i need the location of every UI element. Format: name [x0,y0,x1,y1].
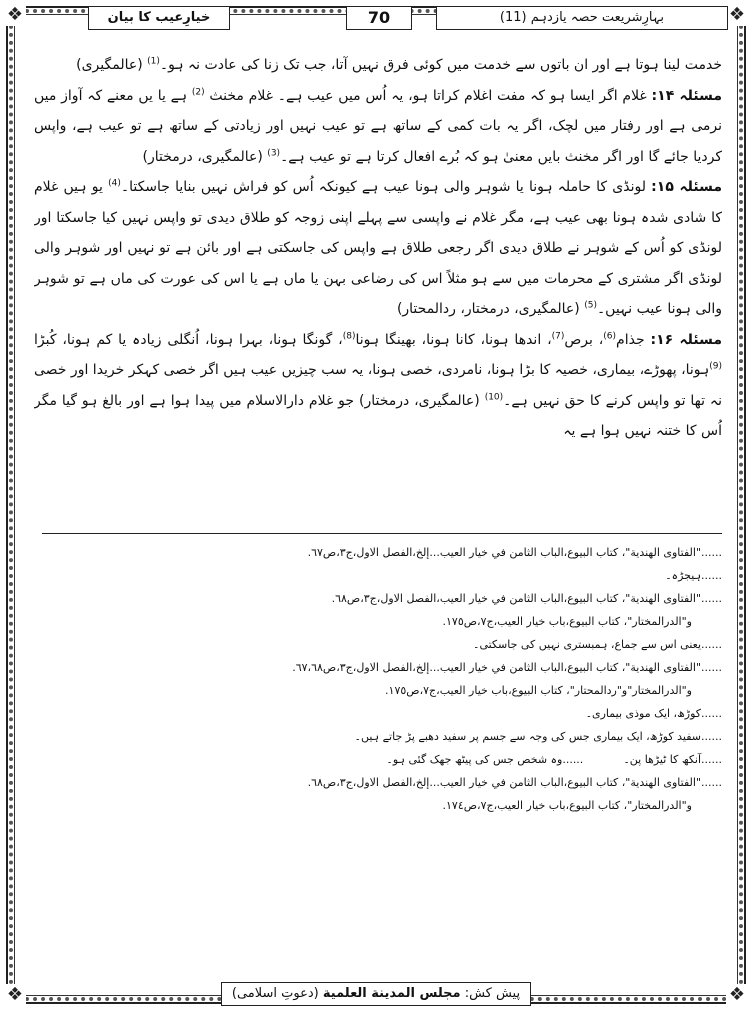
text-run: ، برص [564,331,604,348]
footnote: ......وہ شخص جس کی پیٹھ جھک گئی ہو۔ [386,753,584,766]
footnote-divider [42,533,722,534]
masala-16 [34,325,722,447]
footnote-ref: (4) [108,178,121,189]
footnote: ......ہیجڑہ۔ [665,569,722,582]
source-citation: (عالمگیری) [76,57,143,73]
page-footer [0,982,752,1006]
footnote: ......کوڑھ، ایک موذی بیماری۔ [585,707,722,720]
publisher-name: مجلس المدينة العلمية [322,986,461,1001]
publisher-subtitle: (دعوتِ اسلامی) [231,986,319,1001]
footnote: ......"الفتاوی الهندية"، كتاب البيوع،الباب الثامن في خيار العيب،الفصل الاول،ج٣،ص٦٨. [331,592,722,605]
main-text [34,50,722,532]
text-run: یو ہیں غلام کا شادی شدہ ہونا بھی عیب ہے، مگر غلام نے واپسی سے پہلے اپنی زوجہ کو طلاق دیدی تو واپس نہیں کیا جاسکتا اور لونڈی کو اُس کے شوہر نے طلاق دیدی اگر رجعی طلاق ہے واپس کی جاسکتی ہے اور بائن ہے تو نہیں اور شوہر والی لونڈی اگر مشتری کے محرمات میں سے ہو مثلاً اس کی رضاعی بہن یا ماں ہے یا اس کی عورت کی ماں ہے تو شوہر والی ہونا عیب نہیں۔ [34,179,722,317]
text-run: ، اندھا ہونا، کانا ہونا، بھینگا ہونا [355,331,552,348]
corner-ornament-icon: ❖ [726,984,748,1006]
footnote: ......سفید کوڑھ، ایک بیماری جس کی وجہ سے جسم پر سفید دھبے پڑ جاتے ہیں۔ [354,730,722,743]
footnotes [40,541,722,817]
masala-label: مسئلہ ۱۵: [651,179,722,195]
corner-ornament-icon: ❖ [4,984,26,1006]
source-citation: (عالمگیری، درمختار) [359,392,480,409]
text-run: خدمت لینا ہوتا ہے اور ان باتوں سے خدمت میں کوئی فرق نہیں آتا، جب تک زنا کی عادت نہ ہو۔ [159,57,722,73]
footnote-ref: (8) [342,330,356,341]
text-run: جذام [616,331,645,348]
footnote-ref: (9) [709,361,722,372]
footnote: و"الدرالمختار"و"ردالمحتار"، كتاب البيوع،باب خيار العيب،ج٧،ص١٧٥. [385,684,692,697]
page-number: 70 [346,6,412,30]
text-run: غلام اگر ایسا ہو کہ مفت اغلام کراتا ہو، یہ اُس میں عیب ہے۔ غلام مخنث [209,87,647,104]
chapter-title: خیارِعیب کا بیان [88,6,230,30]
footnote-ref: (6) [603,330,617,341]
presenter-label: پیش کش: [464,986,521,1001]
text-run: لونڈی کا حاملہ ہونا یا شوہر والی ہونا عیب ہے کیونکہ اُس کو فراش نہیں بنایا جاسکتا۔ [120,179,646,195]
paragraph-continuation [34,50,722,81]
footnote-ref: (2) [191,86,205,97]
masala-label: مسئلہ ۱۴: [651,87,722,104]
book-title: بہارِشریعت حصہ یازدہم (11) [436,6,728,30]
footnote: ......"الفتاوی الهندية"، كتاب البيوع،الباب الثامن في خيار العيب...إلخ،الفصل الاول،ج٣،ص٦٧،٦٨. [292,661,722,674]
footnote: ......آنکھ کا ٹیڑھا پن۔ [623,753,722,766]
footnote: ......"الفتاوی الهندية"، كتاب البيوع،الباب الثامن في خيار العيب...إلخ،الفصل الاول،ج٣،ص٦٨. [307,776,722,789]
text-run: ہے یا یں معنے کہ آواز میں نرمی ہے اور رفتار میں لچک، اگر یہ بات کمی کے ساتھ ہے تو عیب نہیں اور زیادتی کے ساتھ ہے تو عیب ہے، واپس کردیا جائے گا اور اگر مخنث بایں معنیٰ ہو کہ بُرے افعال کرتا ہے تو عیب ہے۔ [34,87,722,165]
footnote-ref: (10) [484,391,504,402]
footnote-ref: (3) [267,147,281,158]
footnote-ref: (1) [147,56,160,67]
corner-ornament-icon: ❖ [726,4,748,26]
footnote: ......یعنی اس سے جماع، ہمبستری نہیں کی جاسکتی۔ [473,638,722,651]
masala-label: مسئلہ ۱۶: [650,331,722,348]
source-citation: (عالمگیری، درمختار، ردالمحتار) [396,301,580,317]
text-run: ہونا، پھوڑے، بیماری، خصیہ کا بڑا ہونا، نامردی، خصی ہونا، یہ سب چیزیں عیب ہیں اگر خصی کہکر خریدا اور خصی نہ تھا تو واپس کرنے کا حق نہیں ہے۔ [34,362,722,409]
publisher-box [221,982,531,1006]
corner-ornament-icon: ❖ [4,4,26,26]
footnote-ref: (7) [551,330,565,341]
masala-14 [34,81,722,173]
text-run: ، گونگا ہونا، بہرا ہونا، اُنگلی زیادہ یا کم ہونا، کُبڑا [34,331,343,348]
footnote-pair [40,748,722,771]
source-citation: (عالمگیری، درمختار) [142,148,263,165]
masala-15 [34,172,722,325]
footnote: و"الدرالمختار"، كتاب البيوع،باب خيار العيب،ج٧،ص١٧٤. [442,799,692,812]
page-header [24,4,728,30]
footnote: و"الدرالمختار"، كتاب البيوع،باب خيار العيب،ج٧،ص١٧٥. [442,615,692,628]
text-run: جو غلام دارالاسلام میں پیدا ہوا ہے اور بالغ ہو گیا مگر اُس کا ختنہ نہیں ہوا ہے یہ [34,392,722,439]
footnote: ......"الفتاوی الهندية"، كتاب البيوع،الباب الثامن في خيار العيب...إلخ،الفصل الاول،ج٣،ص٦٧. [307,546,722,559]
footnote-ref: (5) [584,300,597,311]
